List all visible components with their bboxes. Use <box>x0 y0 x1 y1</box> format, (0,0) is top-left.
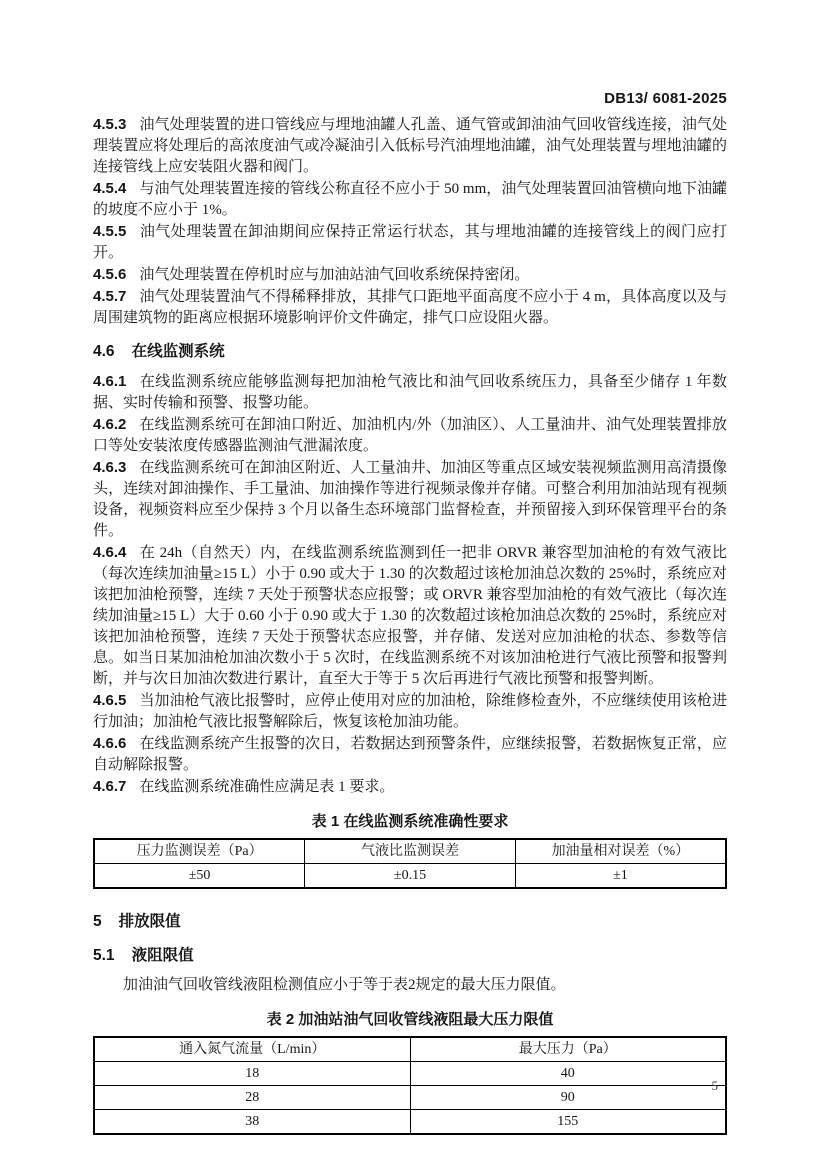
clause-block-4-6 <box>93 371 727 798</box>
clause-text: 油气处理装置在停机时应与加油站油气回收系统保持密闭。 <box>139 267 530 283</box>
table2-header-row <box>94 1037 726 1062</box>
table1-header-cell: 气液比监测误差 <box>305 839 516 864</box>
table2-header-cell: 通入氮气流量（L/min） <box>94 1037 410 1062</box>
table2-cell: 90 <box>410 1086 726 1110</box>
table2-cell: 40 <box>410 1062 726 1086</box>
clause-number: 4.6.1 <box>93 373 127 390</box>
clause-text: 油气处理装置油气不得稀释排放，其排气口距地平面高度不应小于 4 m，具体高度以及与周围建筑物的距离应根据环境影响评价文件确定，排气口应设阻火器。 <box>93 289 727 326</box>
clause-4-5-4 <box>93 178 727 221</box>
clause-4-6-1 <box>93 371 727 414</box>
clause-number: 4.5.5 <box>93 223 127 240</box>
clause-text: 当加油枪气液比报警时，应停止使用对应的加油枪，除维修检查外，不应继续使用该枪进行加油；加油枪气液比报警解除后，恢复该枪加油功能。 <box>93 693 727 730</box>
paragraph-5-1: 加油油气回收管线液阻检测值应小于等于表2规定的最大压力限值。 <box>123 977 566 993</box>
table1-header-cell: 压力监测误差（Pa） <box>94 839 305 864</box>
clause-text: 在线监测系统可在卸油区附近、人工量油井、加油区等重点区域安装视频监测用高清摄像头，连续对卸油操作、手工量油、加油操作等进行视频录像并存储。可整合利用加油站现有视频设备，视频资料应至少保持 3 个月以备生态环境部门监督检查，并预留接入到环保管理平台的条件。 <box>93 460 727 539</box>
doc-code: DB13/ 6081-2025 <box>604 90 727 107</box>
clause-4-6-6 <box>93 733 727 776</box>
clause-block-4-5 <box>93 114 727 329</box>
table2-caption: 表 2 加油站油气回收管线液阻最大压力限值 <box>266 1011 554 1028</box>
clause-number: 4.6.4 <box>93 544 127 561</box>
clause-number: 4.6.3 <box>93 459 127 476</box>
table2-cell: 155 <box>410 1110 726 1135</box>
table2-cell: 18 <box>94 1062 410 1086</box>
section-heading-4-6 <box>93 342 727 362</box>
clause-text: 在线监测系统可在卸油口附近、加油机内/外（加油区）、人工量油井、油气处理装置排放口等处安装浓度传感器监测油气泄漏浓度。 <box>93 417 727 454</box>
clause-4-5-5 <box>93 221 727 264</box>
table1 <box>93 838 727 889</box>
clause-number: 4.5.4 <box>93 180 127 197</box>
section-heading-5-1 <box>93 946 727 966</box>
clause-4-5-7 <box>93 286 727 329</box>
clause-number: 4.6.2 <box>93 416 127 433</box>
clause-text: 在 24h（自然天）内，在线监测系统监测到任一把非 ORVR 兼容型加油枪的有效气液比（每次连续加油量≥15 L）小于 0.90 或大于 1.30 的次数超过该枪加油总次数的 25%时，系统应对该把加油枪预警，连续 7 天处于预警状态应报警；或 ORVR 兼容型加油枪的有效气液比（每次连续加油量≥15 L）大于 0.60 小于 0.90 或大于 1.30 的次数超过该枪加油总次数的 25%时，系统应对该把加油枪预警，连续 7 天处于预警状态应报警，并存储、发送对应加油枪的状态、参数等信息。如当日某加油枪加油次数小于 5 次时，在线监测系统不对该加油枪进行气液比预警和报警判断，并与次日加油次数进行累计，直至大于等于 5 次后再进行气液比预警和报警判断。 <box>93 545 727 687</box>
clause-text: 与油气处理装置连接的管线公称直径不应小于 50 mm，油气处理装置回油管横向地下油罐的坡度不应小于 1%。 <box>93 181 727 218</box>
table2-header-cell: 最大压力（Pa） <box>410 1037 726 1062</box>
clause-number: 4.6.6 <box>93 735 127 752</box>
table1-header-cell: 加油量相对误差（%） <box>515 839 726 864</box>
page-number: 5 <box>711 1078 718 1093</box>
clause-text: 油气处理装置的进口管线应与埋地油罐人孔盖、通气管或卸油油气回收管线连接，油气处理装置应将处理后的高浓度油气或冷凝油引入低标号汽油埋地油罐，油气处理装置与埋地油罐的连接管线上应安装阻火器和阀门。 <box>93 117 727 175</box>
table2 <box>93 1036 727 1135</box>
table1-cell: ±0.15 <box>305 864 516 889</box>
clause-number: 4.6.7 <box>93 778 127 795</box>
table2-cell: 38 <box>94 1110 410 1135</box>
section-number: 5 <box>93 913 102 930</box>
clause-text: 在线监测系统应能够监测每把加油枪气液比和油气回收系统压力，具备至少储存 1 年数据、实时传输和预警、报警功能。 <box>93 374 727 411</box>
clause-number: 4.6.5 <box>93 692 127 709</box>
clause-text: 在线监测系统产生报警的次日，若数据达到预警条件，应继续报警，若数据恢复正常，应自动解除报警。 <box>93 736 727 773</box>
clause-4-5-3 <box>93 114 727 178</box>
section-title: 排放限值 <box>118 913 181 930</box>
clause-4-6-4 <box>93 542 727 690</box>
table2-cell: 28 <box>94 1086 410 1110</box>
table1-cell: ±1 <box>515 864 726 889</box>
clause-4-6-2 <box>93 414 727 457</box>
table2-data-row <box>94 1086 726 1110</box>
section-title: 在线监测系统 <box>131 343 225 360</box>
clause-number: 4.5.3 <box>93 116 127 133</box>
section-number: 5.1 <box>93 947 115 964</box>
clause-4-5-6 <box>93 264 727 286</box>
clause-number: 4.5.6 <box>93 266 127 283</box>
clause-4-6-3 <box>93 457 727 542</box>
section-title: 液阻限值 <box>131 947 194 964</box>
clause-4-6-7 <box>93 776 727 798</box>
table2-data-row <box>94 1062 726 1086</box>
section-heading-5 <box>93 912 727 932</box>
table1-header-row <box>94 839 726 864</box>
table1-data-row <box>94 864 726 889</box>
table2-data-row <box>94 1110 726 1135</box>
section-number: 4.6 <box>93 343 115 360</box>
clause-number: 4.5.7 <box>93 288 127 305</box>
clause-4-6-5 <box>93 690 727 733</box>
table1-caption: 表 1 在线监测系统准确性要求 <box>311 813 509 830</box>
clause-text: 在线监测系统准确性应满足表 1 要求。 <box>139 779 395 795</box>
table1-cell: ±50 <box>94 864 305 889</box>
clause-text: 油气处理装置在卸油期间应保持正常运行状态，其与埋地油罐的连接管线上的阀门应打开。 <box>93 224 727 261</box>
